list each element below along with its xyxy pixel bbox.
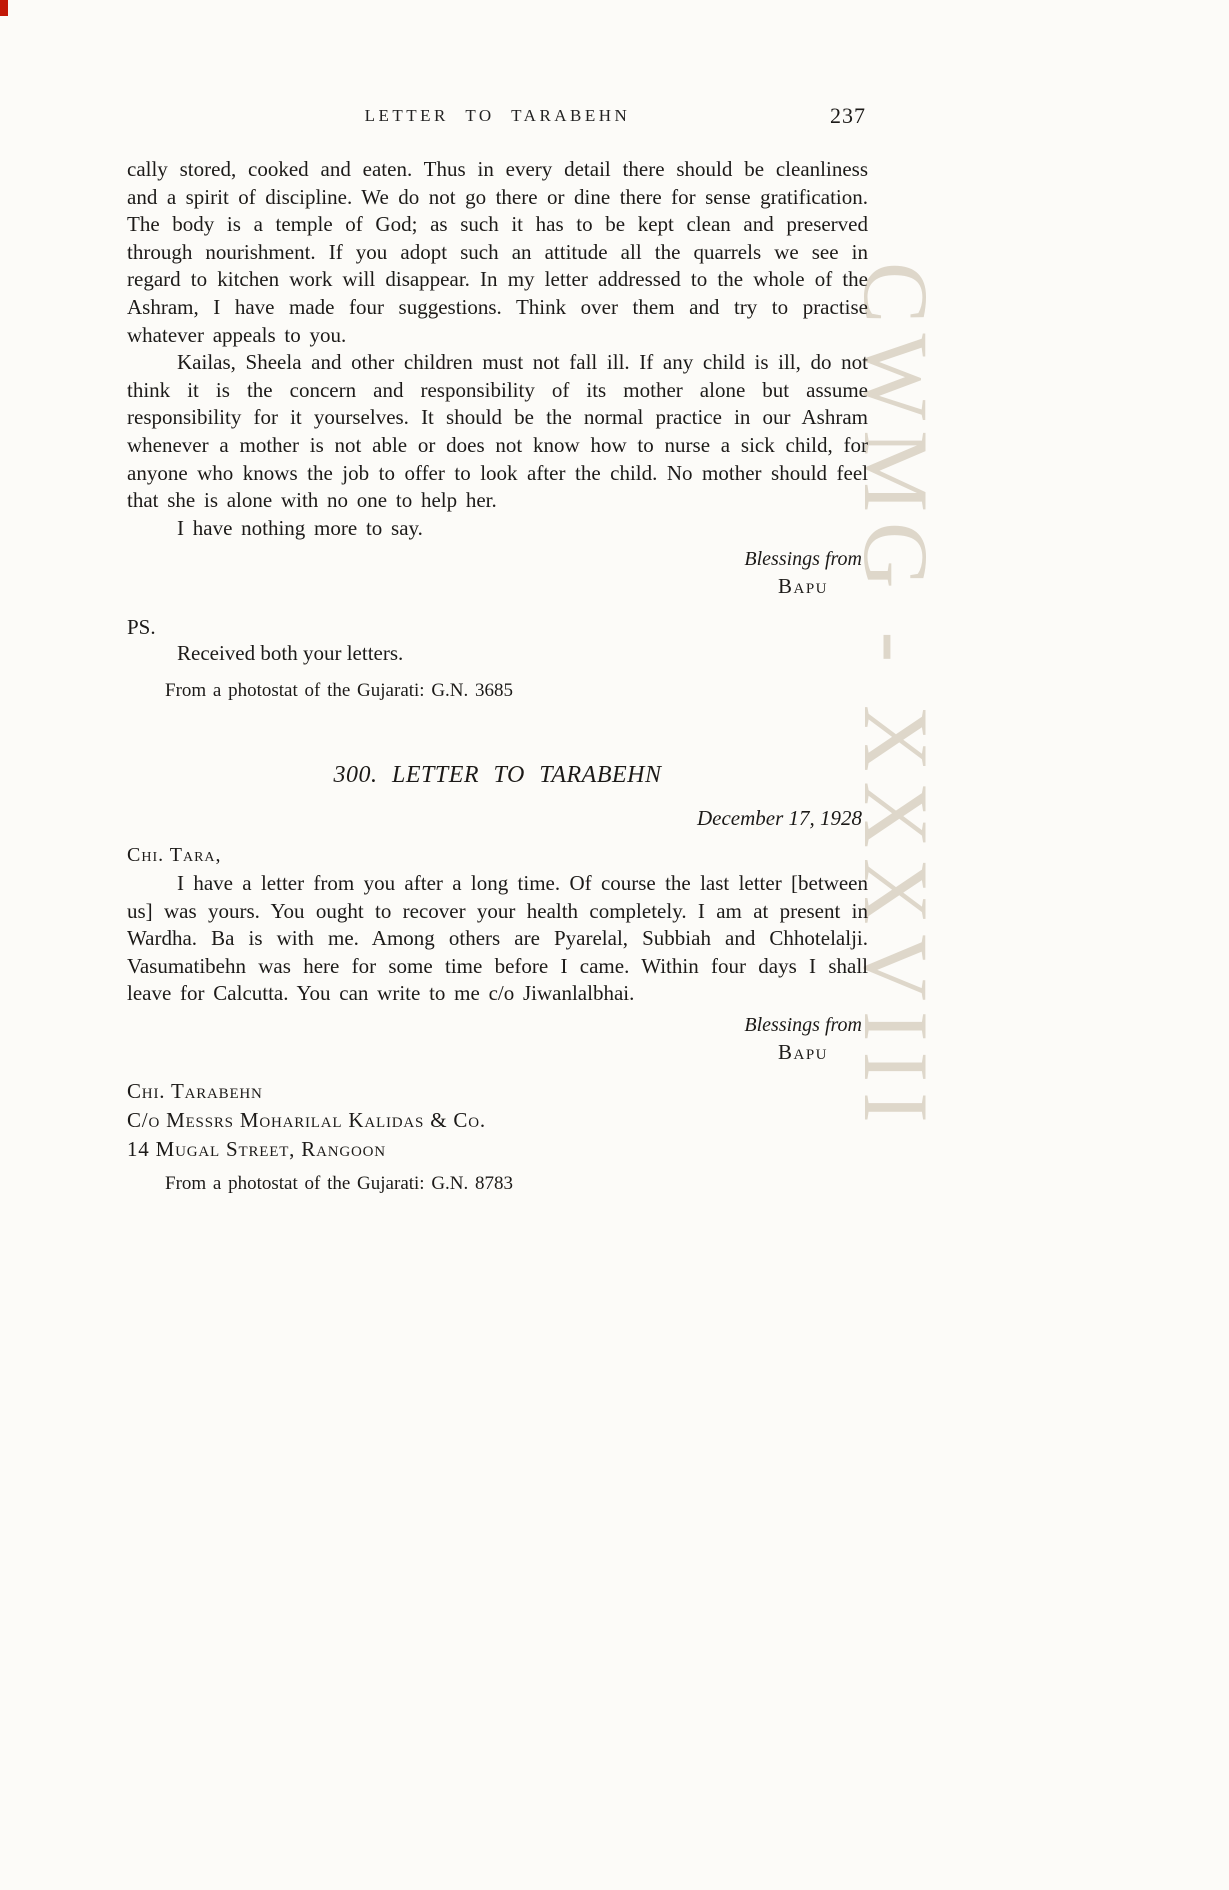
address-line: 14 Mugal Street, Rangoon (127, 1136, 386, 1161)
ps-text: Received both your letters. (177, 641, 404, 666)
running-head (127, 103, 868, 130)
source-note: From a photostat of the Gujarati: G.N. 3685 (165, 679, 514, 701)
salutation: Chi. Tara, (127, 843, 222, 866)
closing-block (127, 1014, 868, 1065)
address-line: Chi. Tarabehn (127, 1078, 263, 1103)
paragraph: Kailas, Sheela and other children must not fall ill. If any child is ill, do not think it is the concern and responsibility of its mother alone but assume responsibility for it yourselves. It should be the normal practice in our Ashram whenever a mother is not able or does not know how to nurse a sick child, for anyone who knows the job to offer to look after the child. No mother should feel that she is alone with no one to help her. (127, 350, 868, 513)
letter-heading: 300. LETTER TO TARABEHN (333, 761, 662, 788)
address-block (127, 1077, 868, 1164)
page-content (127, 103, 868, 1195)
scan-artifact (0, 0, 8, 16)
address-line: C/o Messrs Moharilal Kalidas & Co. (127, 1107, 486, 1132)
letter-300 (127, 762, 868, 1195)
closing-block (127, 548, 868, 599)
signature: Bapu (777, 1039, 828, 1064)
source-note: From a photostat of the Gujarati: G.N. 8783 (165, 1172, 514, 1194)
date-line: December 17, 1928 (696, 805, 862, 830)
ps-label: PS. (127, 615, 156, 640)
paragraph: I have a letter from you after a long time. Of course the last letter [between us] was yours. You ought to recover your health completely. I am at present in Wardha. Ba is with me. Among others are Pyarelal, Subbiah and Chhotelalji. Vasumatibehn was here for some time before I came. Within four days I shall leave for Calcutta. You can write to me c/o Jiwanlalbhai. (127, 870, 868, 1006)
closing-phrase: Blessings from (744, 548, 862, 571)
page-number: 237 (830, 103, 866, 128)
paragraph: cally stored, cooked and eaten. Thus in every detail there should be cleanliness and a spirit of discipline. We do not go there or dine there for sense gratification. The body is a temple of God; as such it has to be kept clean and preserved through nourishment. If you adopt such an attitude all the quarrels we see in regard to kitchen work will disappear. In my letter addressed to the whole of the Ashram, I have made four suggestions. Think over them and try to practise whatever appeals to you. (127, 157, 868, 347)
volume-watermark: CWMG - XXXVIII (845, 262, 947, 1133)
closing-phrase: Blessings from (744, 1013, 862, 1036)
paragraph: I have nothing more to say. (177, 515, 423, 540)
letter-300-body (127, 870, 868, 1008)
letter-237-body (127, 156, 868, 542)
signature: Bapu (777, 574, 828, 599)
running-head-title: LETTER TO TARABEHN (364, 106, 631, 125)
